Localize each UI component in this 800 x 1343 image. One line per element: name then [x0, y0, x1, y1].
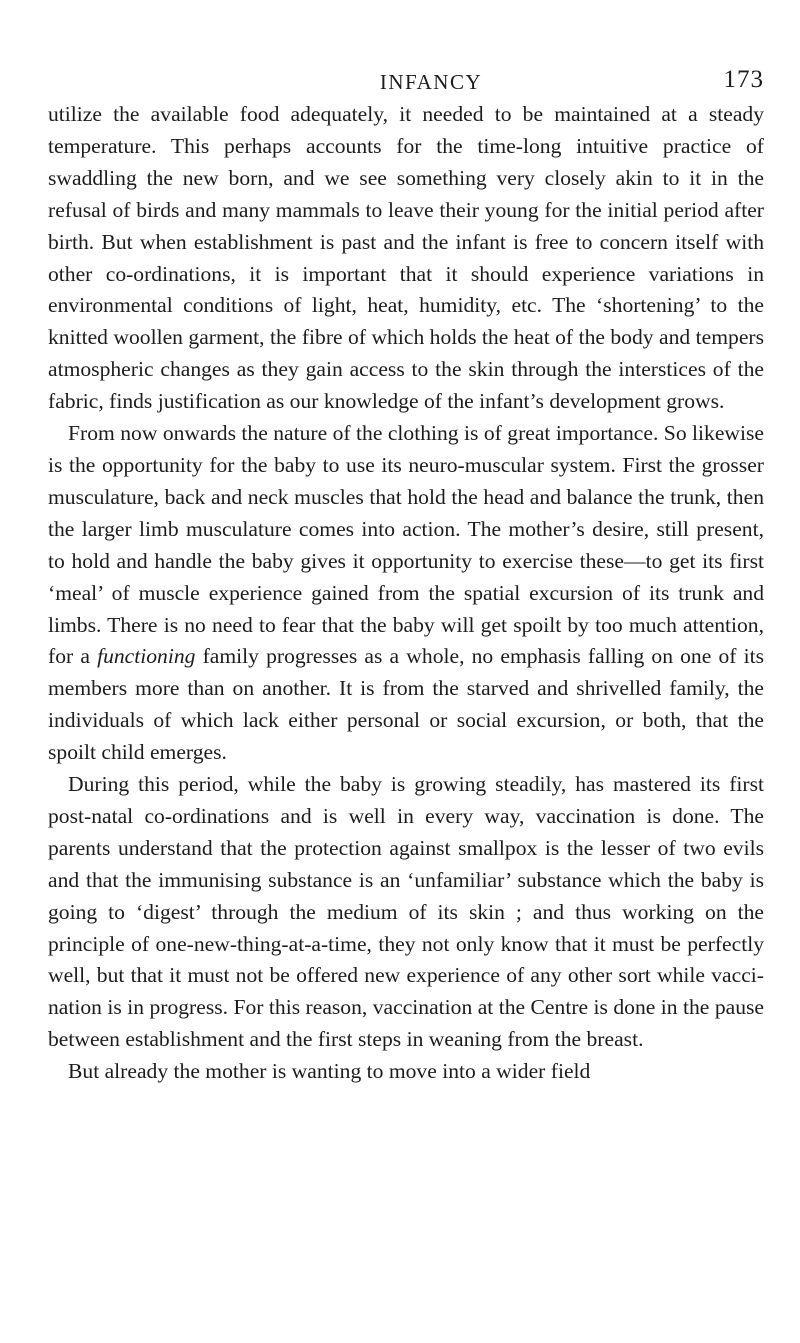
paragraph-text: But already the mother is wanting to move into a wider field — [68, 1059, 591, 1084]
running-title: INFANCY — [379, 70, 483, 94]
body-text — [48, 99, 764, 1088]
paragraph-3 — [48, 769, 764, 1056]
paragraph-1 — [48, 99, 764, 418]
paragraph-4 — [48, 1056, 764, 1088]
paragraph-text: From now onwards the nature of the clothing is of great importance. So likewise is the opportunity for the baby to use its neuro-muscular system. First the grosser musculature, back and neck muscles that hold the head and balance the trunk, then the larger limb musculature comes into action. The mother’s desire, still present, to hold and handle the baby gives it opportunity to exercise these—to get its first ‘meal’ of muscle experience gained from the spatial excursion of its trunk and limbs. There is no need to fear that the baby will get spoilt by too much attention, for a — [48, 421, 764, 669]
running-head — [48, 62, 764, 102]
paragraph-text: utilize the available food adequately, it needed to be maintained at a steady temperature. This perhaps accounts for the time-long intuitive practice of swaddling the new born, and we see something very closely akin to it in the refusal of birds and many mammals to leave their young for the initial period after birth. But when establishment is past and the infant is free to concern itself with other co-ordinations, it is important that it should experience variations in environmental conditions of light, heat, humidity, etc. The ‘shortening’ to the knitted woollen garment, the fibre of which holds the heat of the body and tempers atmospheric changes as they gain access to the skin through the interstices of the fabric, finds justification as our knowledge of the infant’s development grows. — [48, 102, 764, 414]
paragraph-text: family progresses as a whole, no emphasis falling on one of its members more than on another. It is from the starved and shrivelled family, the individuals of which lack either personal or social excursion, or both, that the spoilt child emerges. — [48, 644, 765, 765]
paragraph-text: During this period, while the baby is growing steadily, has mastered its first post-natal co-ordinations and is well in every way, vaccination is done. The parents understand that the protection against smallpox is the lesser of two evils and that the immunising substance is an ‘unfamiliar’ substance which the baby is going to ‘digest’ through the medium of its skin ; and thus working on the principle of one-new-thing-at-a-time, they not only know that it must be perfectly well, but that it must not be offered new experience of any other sort while vaccination is in progress. For this reason, vaccination at the Centre is done in the pause between establishment and the first steps in weaning from the breast. — [48, 772, 764, 1052]
page-number: 173 — [723, 66, 764, 93]
paragraph-2 — [48, 418, 764, 769]
book-page — [48, 62, 764, 1088]
italic-emphasis: functioning — [97, 644, 196, 669]
